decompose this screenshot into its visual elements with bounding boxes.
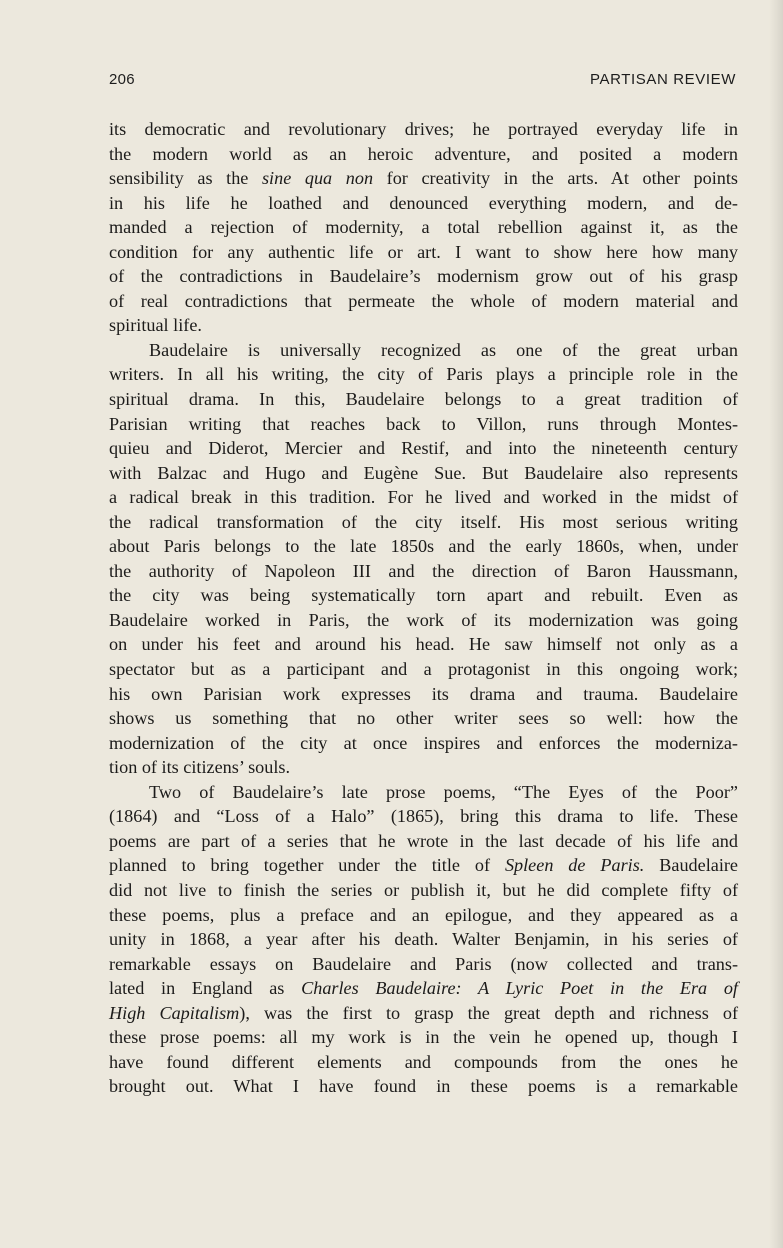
page-number: 206 xyxy=(109,71,135,88)
text-line: planned to bring together under the title of Spleen de Paris. Baudelaire xyxy=(109,855,739,876)
text-line: lated in England as Charles Baudelaire: A Lyric Poet in the Era of xyxy=(109,978,738,999)
italic-title: Charles Baudelaire: A Lyric Poet in the Era of xyxy=(301,978,738,999)
text-line: about Paris belongs to the late 1850s and the early 1860s, when, under xyxy=(109,536,738,557)
text-line: with Balzac and Hugo and Eugène Sue. But Baudelaire also represents xyxy=(109,462,738,483)
text-line: remarkable essays on Baudelaire and Paris (now collected and trans- xyxy=(109,953,738,974)
text-line: poems are part of a series that he wrote in the last decade of his life and xyxy=(109,830,738,851)
paragraph-start-line: Two of Baudelaire’s late prose poems, “The Eyes of the Poor” xyxy=(149,781,738,802)
text-line: the authority of Napoleon III and the direction of Baron Haussmann, xyxy=(109,560,738,581)
text-line: tion of its citizens’ souls. xyxy=(109,757,291,778)
text-line: (1864) and “Loss of a Halo” (1865), bring this drama to life. These xyxy=(109,806,738,827)
text-line: Parisian writing that reaches back to Villon, runs through Montes- xyxy=(109,413,738,434)
text-line: on under his feet and around his head. He saw himself not only as a xyxy=(109,634,738,655)
text-line: in his life he loathed and denounced everything modern, and de- xyxy=(109,192,738,213)
page-header xyxy=(109,71,736,93)
text-line: modernization of the city at once inspires and enforces the moderniza- xyxy=(109,732,738,753)
paragraph-start-line: Baudelaire is universally recognized as one of the great urban xyxy=(149,339,738,360)
text-line: have found different elements and compounds from the ones he xyxy=(109,1051,738,1072)
text-line: sensibility as the sine qua non for creativity in the arts. At other points xyxy=(109,168,738,189)
text-line: quieu and Diderot, Mercier and Restif, and into the nineteenth century xyxy=(109,438,738,459)
text-line: the radical transformation of the city itself. His most serious writing xyxy=(109,511,738,532)
text-line: the modern world as an heroic adventure, and posited a modern xyxy=(109,143,738,164)
text-line: condition for any authentic life or art. I want to show here how many xyxy=(109,241,738,262)
text-line: brought out. What I have found in these poems is a remarkable xyxy=(109,1076,738,1097)
text-line: his own Parisian work expresses its drama and trauma. Baudelaire xyxy=(109,683,738,704)
text-line: did not live to finish the series or publish it, but he did complete fifty of xyxy=(109,879,738,900)
page-edge-shadow xyxy=(769,0,783,1248)
text-line: High Capitalism), was the first to grasp the great depth and richness of xyxy=(109,1002,738,1023)
text-line: spiritual drama. In this, Baudelaire belongs to a great tradition of xyxy=(109,389,738,410)
text-line: these prose poems: all my work is in the vein he opened up, though I xyxy=(109,1027,738,1048)
text-line: of the contradictions in Baudelaire’s modernism grow out of his grasp xyxy=(109,266,738,287)
body-text xyxy=(109,117,738,1099)
italic-title: High Capitalism xyxy=(109,1002,240,1023)
text-line: spectator but as a participant and a protagonist in this ongoing work; xyxy=(109,659,738,680)
running-head: PARTISAN REVIEW xyxy=(590,71,736,88)
text-line: these poems, plus a preface and an epilogue, and they appeared as a xyxy=(109,904,738,925)
text-line: its democratic and revolutionary drives; he portrayed everyday life in xyxy=(109,119,738,139)
italic-title: Spleen de Paris. xyxy=(504,855,645,876)
text-line: unity in 1868, a year after his death. Walter Benjamin, in his series of xyxy=(109,929,738,950)
text-line: manded a rejection of modernity, a total rebellion against it, as the xyxy=(109,217,738,238)
text-line: a radical break in this tradition. For he lived and worked in the midst of xyxy=(109,487,738,508)
text-line: Baudelaire worked in Paris, the work of its modernization was going xyxy=(109,609,738,630)
text-line: shows us something that no other writer sees so well: how the xyxy=(109,708,738,729)
text-line: spiritual life. xyxy=(109,315,202,336)
italic-term: sine qua non xyxy=(261,168,374,189)
text-line: writers. In all his writing, the city of Paris plays a principle role in the xyxy=(109,364,738,385)
text-line: of real contradictions that permeate the whole of modern material and xyxy=(109,290,738,311)
text-line: the city was being systematically torn apart and rebuilt. Even as xyxy=(109,585,738,606)
